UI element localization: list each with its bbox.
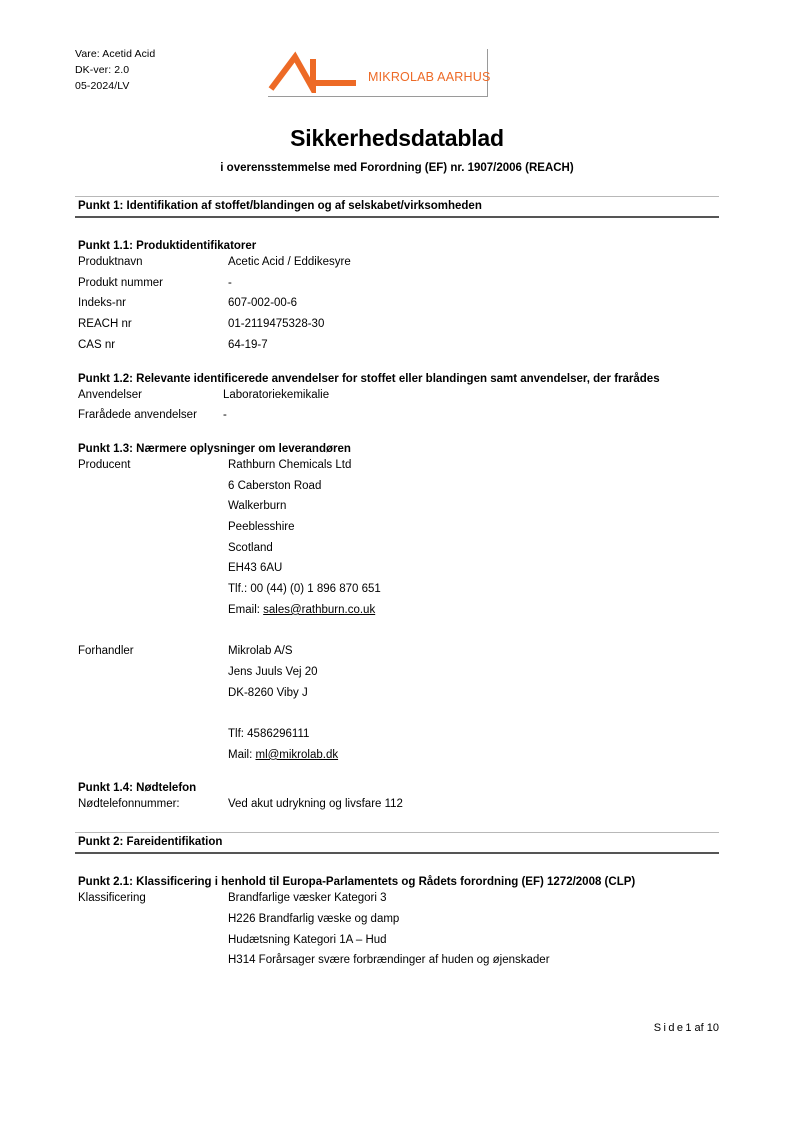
table-row [75, 641, 719, 765]
section-2-header: Punkt 2: Fareidentifikation [75, 832, 719, 854]
row-value: 607-002-00-6 [228, 297, 298, 310]
table-row [75, 273, 719, 294]
document-subtitle: i overensstemmelse med Forordning (EF) nr. 1907/2006 (REACH) [220, 162, 574, 174]
row-value: Laboratoriekemikalie [223, 388, 330, 401]
section-1-3-heading: Punkt 1.3: Nærmere oplysninger om leverandøren [78, 442, 351, 455]
dealer-phone: Tlf: 4586296111 [228, 728, 310, 741]
dealer-line: Mikrolab A/S [228, 645, 293, 658]
producer-line: Scotland [228, 541, 273, 554]
section-2-1-heading: Punkt 2.1: Klassificering i henhold til Europa-Parlamentets og Rådets forordning (EF) 1272/2008 (CLP) [78, 876, 636, 889]
classification-line: H314 Forårsager svære forbrændinger af huden og øjenskader [228, 954, 550, 967]
table-row [75, 794, 719, 815]
header-metadata [75, 46, 155, 94]
header-meta-line-2: DK-ver: 2.0 [75, 64, 130, 76]
spacer [75, 854, 719, 876]
row-label: CAS nr [78, 338, 116, 351]
spacer [75, 426, 719, 443]
table-row [75, 293, 719, 314]
table-row [75, 314, 719, 335]
footer-side-label: Side [653, 1022, 686, 1034]
spacer [228, 703, 719, 724]
row-value: - [223, 409, 227, 422]
producer-line: Rathburn Chemicals Ltd [228, 458, 352, 471]
producer-line: Walkerburn [228, 500, 287, 513]
producer-phone: Tlf.: 00 (44) (0) 1 896 870 651 [228, 583, 381, 596]
classification-line: Brandfarlige væsker Kategori 3 [228, 892, 387, 905]
row-value: - [228, 276, 232, 289]
footer-page-number: 1 af 10 [685, 1022, 719, 1034]
header-meta-line-1: Vare: Acetid Acid [75, 48, 156, 60]
row-value-classification [228, 888, 719, 971]
dealer-line: Jens Juuls Vej 20 [228, 665, 318, 678]
row-label-classification: Klassificering [78, 892, 146, 905]
classification-line: H226 Brandfarlig væske og damp [228, 912, 400, 925]
producer-email-line [228, 600, 719, 621]
producer-line: Peeblesshire [228, 521, 295, 534]
row-label: Frarådede anvendelser [78, 409, 197, 422]
mikrolab-logo-icon [268, 51, 364, 93]
spacer [75, 815, 719, 832]
producer-email-link[interactable]: sales@rathburn.co.uk [263, 603, 376, 616]
classification-line: Hudætsning Kategori 1A – Hud [228, 933, 387, 946]
page-footer [0, 1022, 719, 1034]
spacer [75, 218, 719, 240]
row-label: Indeks-nr [78, 297, 126, 310]
company-logo [268, 49, 491, 97]
row-value: 01-2119475328-30 [228, 318, 325, 331]
row-label: Nødtelefonnummer: [78, 798, 180, 811]
row-value: Ved akut udrykning og livsfare 112 [228, 798, 403, 811]
spacer [75, 765, 719, 782]
row-value: Acetic Acid / Eddikesyre [228, 256, 351, 268]
table-row [75, 888, 719, 971]
dealer-email-link[interactable]: ml@mikrolab.dk [255, 748, 339, 761]
mail-label: Mail: [228, 748, 256, 761]
row-value-producer [228, 455, 719, 621]
spacer [75, 621, 719, 642]
row-value: 64-19-7 [228, 338, 268, 351]
logo-company-name: MIKROLAB AARHUS [368, 70, 491, 84]
row-label: Anvendelser [78, 388, 142, 401]
dealer-email-line [228, 745, 719, 766]
section-1-header: Punkt 1: Identifikation af stoffet/blandingen og af selskabet/virksomheden [75, 196, 719, 218]
row-label: REACH nr [78, 318, 132, 331]
row-value-dealer [228, 641, 719, 765]
spacer [75, 356, 719, 373]
document-title: Sikkerhedsdatablad [290, 125, 504, 151]
email-label: Email: [228, 603, 264, 616]
row-label: Produktnavn [78, 256, 143, 268]
table-row [75, 252, 719, 273]
producer-line: 6 Caberston Road [228, 479, 322, 492]
section-1-1-heading: Punkt 1.1: Produktidentifikatorer [78, 240, 257, 252]
section-1-2-heading: Punkt 1.2: Relevante identificerede anvendelser for stoffet eller blandingen samt anvendelser, der frarådes [78, 372, 660, 385]
producer-line: EH43 6AU [228, 562, 283, 575]
row-label: Produkt nummer [78, 276, 164, 289]
header-meta-line-3: 05-2024/LV [75, 80, 130, 92]
page-header [0, 46, 794, 104]
table-row [75, 455, 719, 621]
table-row [75, 385, 719, 406]
dealer-line: DK-8260 Viby J [228, 686, 308, 699]
table-row [75, 405, 719, 426]
row-label-dealer: Forhandler [78, 645, 134, 658]
table-row [75, 335, 719, 356]
row-label-producer: Producent [78, 458, 131, 471]
document-body [75, 196, 719, 971]
section-1-4-heading: Punkt 1.4: Nødtelefon [78, 782, 197, 795]
